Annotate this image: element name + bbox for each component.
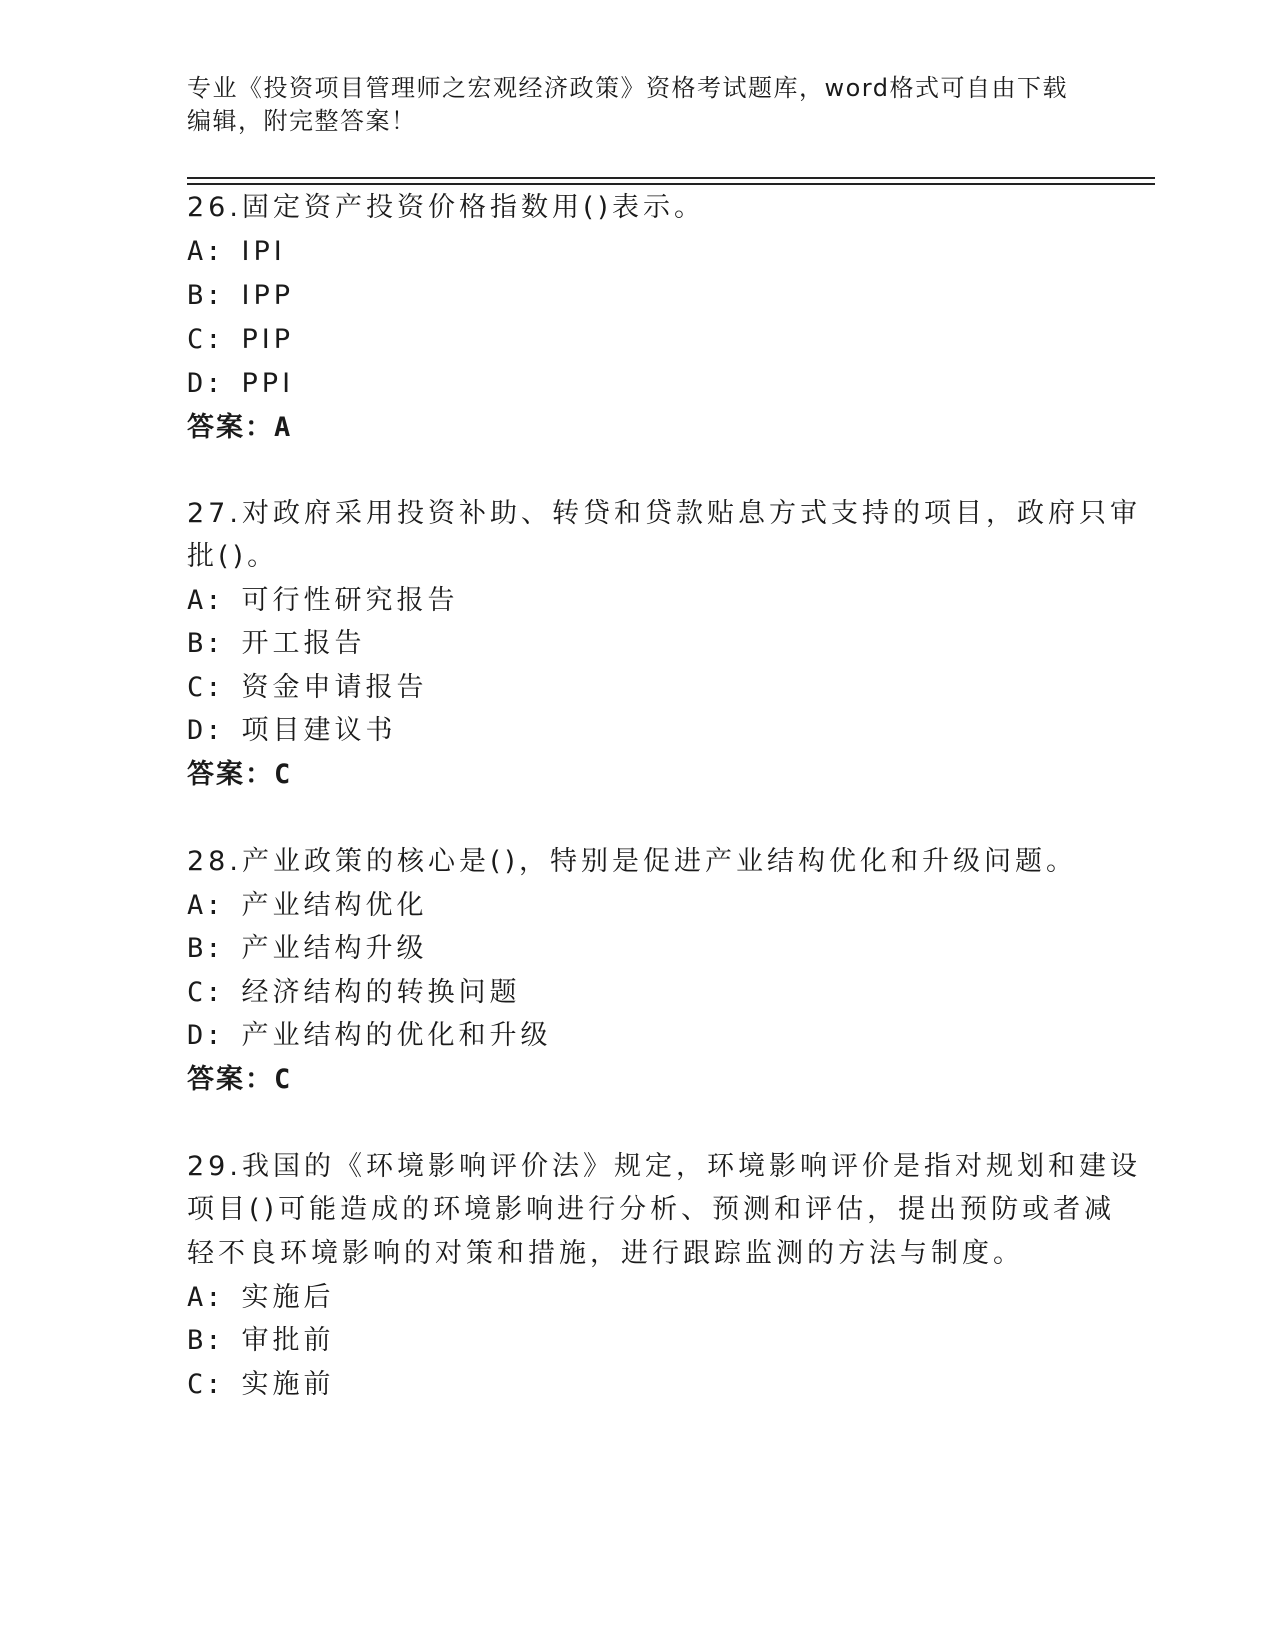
option-text: PIP bbox=[241, 324, 295, 355]
question-26-text: 26.固定资产投资价格指数用()表示。 bbox=[187, 192, 706, 223]
question-27-text-line-1: 27.对政府采用投资补助、转贷和贷款贴息方式支持的项目，政府只审 bbox=[187, 498, 1141, 529]
header-rule-top bbox=[187, 177, 1155, 179]
question-28-option-d bbox=[187, 1018, 552, 1054]
header-rule-bottom bbox=[187, 183, 1155, 185]
question-27-answer bbox=[187, 757, 292, 793]
question-27-option-c bbox=[187, 670, 428, 706]
answer-label: 答案： bbox=[187, 759, 274, 790]
question-29-option-c bbox=[187, 1367, 335, 1403]
option-text: 审批前 bbox=[241, 1325, 335, 1356]
option-text: 产业结构的优化和升级 bbox=[241, 1020, 552, 1051]
option-letter: D: bbox=[187, 368, 224, 399]
option-text: 经济结构的转换问题 bbox=[241, 977, 521, 1008]
question-29-option-a bbox=[187, 1280, 335, 1316]
option-letter: A: bbox=[187, 1282, 224, 1313]
option-letter: C: bbox=[187, 977, 224, 1008]
question-26-option-a bbox=[187, 234, 286, 270]
option-letter: A: bbox=[187, 890, 224, 921]
question-26-answer bbox=[187, 410, 292, 446]
question-29-option-b bbox=[187, 1323, 335, 1359]
question-27-option-a bbox=[187, 583, 459, 619]
option-text: 产业结构升级 bbox=[241, 933, 428, 964]
option-letter: B: bbox=[187, 628, 224, 659]
option-letter: A: bbox=[187, 585, 224, 616]
answer-value: C bbox=[274, 759, 293, 790]
option-letter: A: bbox=[187, 236, 224, 267]
option-letter: B: bbox=[187, 280, 224, 311]
answer-label: 答案： bbox=[187, 412, 274, 443]
question-27-option-b bbox=[187, 626, 366, 662]
option-text: 项目建议书 bbox=[241, 715, 397, 746]
option-text: 开工报告 bbox=[241, 628, 366, 659]
question-26-option-c bbox=[187, 322, 294, 358]
option-letter: C: bbox=[187, 672, 224, 703]
question-28-option-c bbox=[187, 975, 521, 1011]
question-28-answer bbox=[187, 1062, 292, 1098]
question-29-text-line-1: 29.我国的《环境影响评价法》规定，环境影响评价是指对规划和建设 bbox=[187, 1151, 1141, 1182]
answer-value: A bbox=[274, 412, 293, 443]
option-text: 实施后 bbox=[241, 1282, 335, 1313]
question-28-text: 28.产业政策的核心是()，特别是促进产业结构优化和升级问题。 bbox=[187, 846, 1078, 877]
question-26-option-b bbox=[187, 278, 294, 314]
answer-value: C bbox=[274, 1064, 293, 1095]
option-letter: D: bbox=[187, 1020, 224, 1051]
option-text: IPP bbox=[241, 280, 295, 311]
option-text: 实施前 bbox=[241, 1369, 335, 1400]
option-letter: B: bbox=[187, 933, 224, 964]
question-26-option-d bbox=[187, 366, 294, 402]
option-text: 可行性研究报告 bbox=[241, 585, 459, 616]
question-29-text-line-3: 轻不良环境影响的对策和措施，进行跟踪监测的方法与制度。 bbox=[187, 1238, 1024, 1269]
option-text: PPI bbox=[241, 368, 295, 399]
question-28-option-b bbox=[187, 931, 428, 967]
option-text: IPI bbox=[241, 236, 286, 267]
question-27-text-line-2: 批()。 bbox=[187, 541, 279, 572]
option-text: 产业结构优化 bbox=[241, 890, 428, 921]
option-letter: B: bbox=[187, 1325, 224, 1356]
answer-label: 答案： bbox=[187, 1064, 274, 1095]
option-letter: D: bbox=[187, 715, 224, 746]
question-29-text-line-2: 项目()可能造成的环境影响进行分析、预测和评估，提出预防或者减 bbox=[187, 1194, 1116, 1225]
option-letter: C: bbox=[187, 1369, 224, 1400]
option-text: 资金申请报告 bbox=[241, 672, 428, 703]
document-intro: 专业《投资项目管理师之宏观经济政策》资格考试题库，word格式可自由下载编辑，附完整答案！ bbox=[187, 74, 1068, 135]
option-letter: C: bbox=[187, 324, 224, 355]
question-27-option-d bbox=[187, 713, 397, 749]
question-28-option-a bbox=[187, 888, 428, 924]
